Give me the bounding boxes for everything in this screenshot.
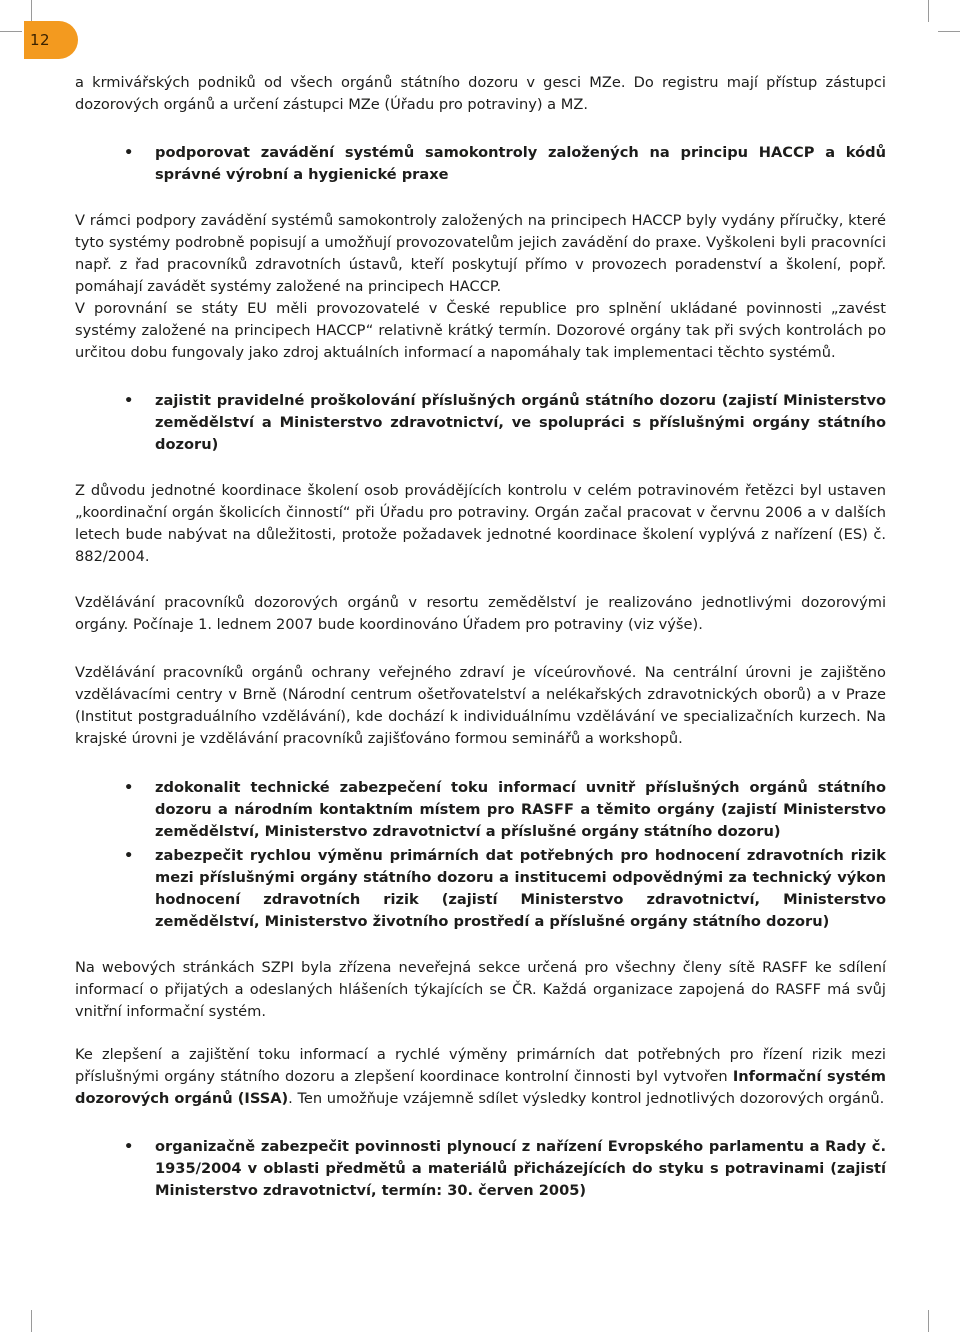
page-number: 12 xyxy=(30,31,51,49)
crop-mark-top-left-h xyxy=(0,31,22,32)
bullet-marker: • xyxy=(124,779,134,796)
bullet-marker: • xyxy=(124,144,134,161)
bullet-marker: • xyxy=(124,1138,134,1155)
issa-text-start: Ke zlepšení a zajištění toku informací a rychlé výměny primárních dat potřebných pro řízení rizik mezi příslušnými orgány státního dozoru a zlepšení koordinace kontrolní činnosti byl vytvořen xyxy=(75,1046,886,1085)
bullet-marker: • xyxy=(124,392,134,409)
crop-mark-bottom-right-v xyxy=(928,1310,929,1332)
issa-system-name: Informační systém dozorových orgánů (ISSA) xyxy=(75,1068,886,1107)
paragraph-haccp-manuals: V rámci podpory zavádění systémů samokontroly založených na principech HACCP byly vydány příručky, které tyto systémy podrobně popisují a umožňují provozovatelům jejich zavádění do praxe. Vyškoleni byli pracovníci např. z řad pracovníků zdravotních ústavů, kteří poskytují přímo v provozech poradenství a školení, popř. pomáhají zavádět systémy založené na principech HACCP. xyxy=(75,212,886,295)
bullet-rasff-security: zdokonalit technické zabezpečení toku informací uvnitř příslušných orgánů státního dozoru a národním kontaktním místem pro RASFF a těmito orgány (zajistí Ministerstvo zemědělství, Ministerstvo zdravotnictví a příslušné orgány státního dozoru) xyxy=(155,779,886,840)
paragraph-eu-comparison: V porovnání se státy EU měli provozovatelé v České republice pro splnění ukládané povinnosti „zavést systémy založené na principech HACCP“ relativně krátký termín. Dozorové orgány tak při svých kontrolách po určitou dobu fungovaly jako zdroj aktuálních informací a napomáhaly tak implementaci těchto systémů. xyxy=(75,300,886,361)
crop-mark-top-right-v xyxy=(928,0,929,22)
crop-mark-bottom-left-v xyxy=(31,1310,32,1332)
issa-text-end: . Ten umožňuje vzájemně sdílet výsledky kontrol jednotlivých dozorových orgánů. xyxy=(288,1090,885,1107)
paragraph-training-coordination: Z důvodu jednotné koordinace školení osob provádějících kontrolu v celém potravinovém řetězci byl ustaven „koordinační orgán školicích činností“ při Úřadu pro potraviny. Orgán začal pracovat v červnu 2006 a v dalších letech bude nabývat na důležitosti, protože požadavek jednotné koordinace školení vyplývá z nařízení (ES) č. 882/2004. xyxy=(75,482,886,565)
paragraph-issa-system xyxy=(75,1044,886,1110)
bullet-food-contact-materials: organizačně zabezpečit povinnosti plynoucí z nařízení Evropského parlamentu a Rady č. 1935/2004 v oblasti předmětů a materiálů přicházejících do styku s potravinami (zajistí Ministerstvo zdravotnictví, termín: 30. červen 2005) xyxy=(155,1138,886,1199)
bullet-marker: • xyxy=(124,847,134,864)
crop-mark-top-right-h xyxy=(938,31,960,32)
bullet-regular-training: zajistit pravidelné proškolování příslušných orgánů státního dozoru (zajistí Ministerstvo zemědělství a Ministerstvo zdravotnictví, ve spolupráci s příslušnými orgány státního dozoru) xyxy=(155,392,886,453)
bullet-haccp-support: podporovat zavádění systémů samokontroly založených na principu HACCP a kódů správné výrobní a hygienické praxe xyxy=(155,144,886,183)
paragraph-registry-access: a krmivářských podniků od všech orgánů státního dozoru v gesci MZe. Do registru mají přístup zástupci dozorových orgánů a určení zástupci MZe (Úřadu pro potraviny) a MZ. xyxy=(75,74,886,113)
crop-mark-top-left-v xyxy=(31,0,32,22)
paragraph-agriculture-education: Vzdělávání pracovníků dozorových orgánů v resortu zemědělství je realizováno jednotlivými dozorovými orgány. Počínaje 1. lednem 2007 bude koordinováno Úřadem pro potraviny (viz výše). xyxy=(75,594,886,633)
paragraph-szpi-website: Na webových stránkách SZPI byla zřízena neveřejná sekce určená pro všechny členy sítě RASFF ke sdílení informací o přijatých a odeslaných hlášeních týkajících se ČR. Každá organizace zapojená do RASFF má svůj vnitřní informační systém. xyxy=(75,959,886,1020)
paragraph-health-education: Vzdělávání pracovníků orgánů ochrany veřejného zdraví je víceúrovňové. Na centrální úrovni je zajištěno vzdělávacími centry v Brně (Národní centrum ošetřovatelství a nelékařských zdravotnických oborů) a v Praze (Institut postgraduálního vzdělávání), kde dochází k individuálnímu vzdělávání ve specializačních kurzech. Na krajské úrovni je vzdělávání pracovníků zajišťováno formou seminářů a workshopů. xyxy=(75,664,886,747)
bullet-primary-data-exchange: zabezpečit rychlou výměnu primárních dat potřebných pro hodnocení zdravotních rizik mezi příslušnými orgány státního dozoru a institucemi odpovědnými za technický výkon hodnocení zdravotních rizik (zajistí Ministerstvo zdravotnictví, Ministerstvo zemědělství, Ministerstvo životního prostředí a příslušné orgány státního dozoru) xyxy=(155,847,886,930)
